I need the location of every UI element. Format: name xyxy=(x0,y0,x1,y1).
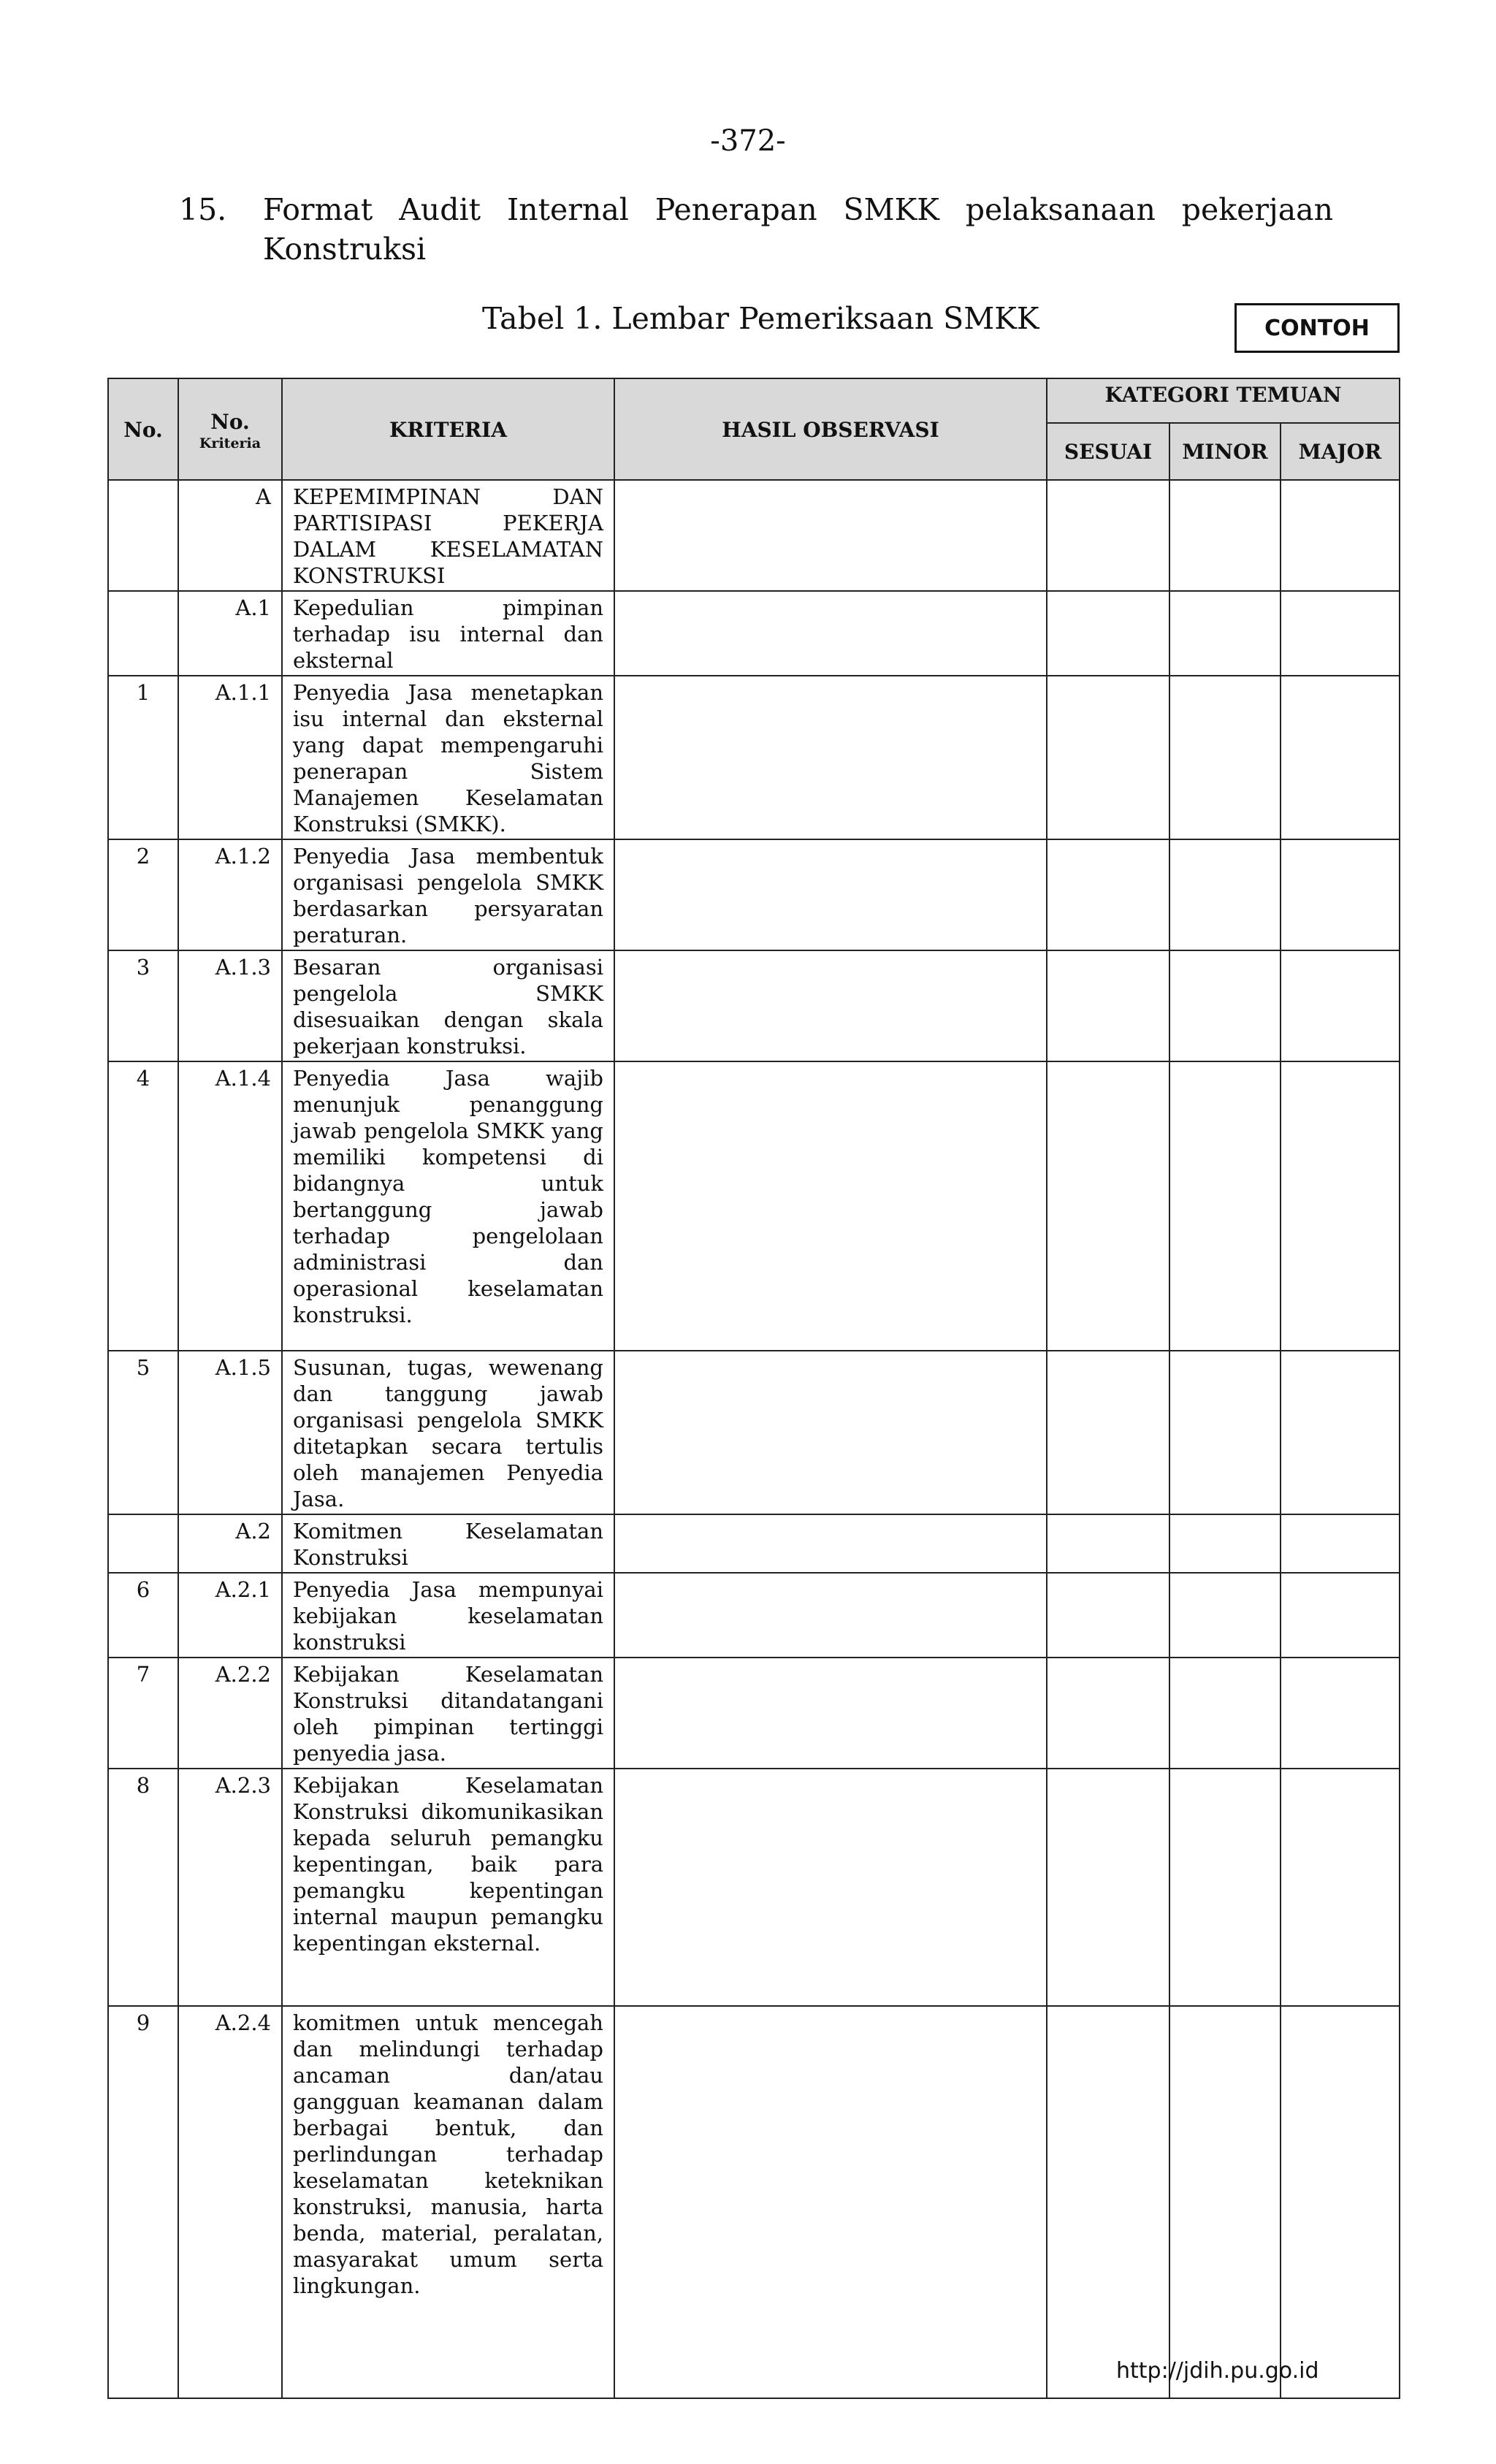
row-hasil-observasi xyxy=(614,1351,1047,1514)
table-row xyxy=(108,676,1400,839)
row-criteria-text: Penyedia Jasa membentuk organisasi pengelola SMKK berdasarkan persyaratan peraturan. xyxy=(282,839,614,950)
row-criteria-code: A.1.2 xyxy=(178,839,282,950)
table-row xyxy=(108,1573,1400,1658)
row-sesuai-cell xyxy=(1047,1573,1169,1658)
row-criteria-text: Kebijakan Keselamatan Konstruksi dikomunikasikan kepada seluruh pemangku kepentingan, baik para pemangku kepentingan internal maupun pemangku kepentingan eksternal. xyxy=(282,1769,614,2006)
audit-table xyxy=(107,378,1400,2399)
row-minor-cell xyxy=(1169,1514,1281,1573)
row-criteria-text: Penyedia Jasa menetapkan isu internal dan eksternal yang dapat mempengaruhi penerapan Sistem Manajemen Keselamatan Konstruksi (SMKK). xyxy=(282,676,614,839)
row-hasil-observasi xyxy=(614,591,1047,676)
row-minor-cell xyxy=(1169,839,1281,950)
section-title xyxy=(263,190,1333,269)
header-no-kriteria xyxy=(178,378,282,480)
row-number: 2 xyxy=(108,839,178,950)
header-no-kriteria-sub: Kriteria xyxy=(199,435,262,451)
row-number xyxy=(108,591,178,676)
row-number: 6 xyxy=(108,1573,178,1658)
footer-url: http://jdih.pu.go.id xyxy=(1116,2358,1319,2384)
row-sesuai-cell xyxy=(1047,839,1169,950)
row-number: 8 xyxy=(108,1769,178,2006)
row-major-cell xyxy=(1281,1769,1400,2006)
contoh-stamp: CONTOH xyxy=(1234,303,1400,353)
row-major-cell xyxy=(1281,591,1400,676)
row-sesuai-cell xyxy=(1047,591,1169,676)
row-criteria-code: A.1.3 xyxy=(178,950,282,1061)
row-major-cell xyxy=(1281,480,1400,591)
row-criteria-text: Besaran organisasi pengelola SMKK disesuaikan dengan skala pekerjaan konstruksi. xyxy=(282,950,614,1061)
row-hasil-observasi xyxy=(614,1658,1047,1769)
row-major-cell xyxy=(1281,1351,1400,1514)
table-row xyxy=(108,839,1400,950)
row-criteria-code: A.1 xyxy=(178,591,282,676)
row-major-cell xyxy=(1281,2006,1400,2398)
row-sesuai-cell xyxy=(1047,480,1169,591)
row-minor-cell xyxy=(1169,480,1281,591)
table-row xyxy=(108,1351,1400,1514)
row-hasil-observasi xyxy=(614,950,1047,1061)
table-row xyxy=(108,1514,1400,1573)
row-minor-cell xyxy=(1169,591,1281,676)
row-sesuai-cell xyxy=(1047,2006,1169,2398)
row-major-cell xyxy=(1281,1514,1400,1573)
table-row xyxy=(108,1769,1400,2006)
row-hasil-observasi xyxy=(614,676,1047,839)
table-row xyxy=(108,1658,1400,1769)
row-number: 1 xyxy=(108,676,178,839)
row-number: 9 xyxy=(108,2006,178,2398)
row-criteria-code: A.2.2 xyxy=(178,1658,282,1769)
row-major-cell xyxy=(1281,1573,1400,1658)
table-row xyxy=(108,480,1400,591)
row-criteria-text: Komitmen Keselamatan Konstruksi xyxy=(282,1514,614,1573)
row-criteria-code: A.2.4 xyxy=(178,2006,282,2398)
row-sesuai-cell xyxy=(1047,950,1169,1061)
row-criteria-text: Kepedulian pimpinan terhadap isu internal dan eksternal xyxy=(282,591,614,676)
row-criteria-code: A.2 xyxy=(178,1514,282,1573)
row-criteria-text: Susunan, tugas, wewenang dan tanggung jawab organisasi pengelola SMKK ditetapkan secara tertulis oleh manajemen Penyedia Jasa. xyxy=(282,1351,614,1514)
row-criteria-code: A.1.5 xyxy=(178,1351,282,1514)
section-title-line-1: Format Audit Internal Penerapan SMKK pelaksanaan pekerjaan xyxy=(263,192,1333,227)
header-minor: MINOR xyxy=(1169,423,1281,480)
row-sesuai-cell xyxy=(1047,676,1169,839)
row-minor-cell xyxy=(1169,2006,1281,2398)
row-minor-cell xyxy=(1169,1351,1281,1514)
row-criteria-text: Penyedia Jasa wajib menunjuk penanggung jawab pengelola SMKK yang memiliki kompetensi di bidangnya untuk bertanggung jawab terhadap pengelolaan administrasi dan operasional keselamatan konstruksi. xyxy=(282,1061,614,1351)
header-no-kriteria-label: No. xyxy=(210,409,250,434)
row-sesuai-cell xyxy=(1047,1658,1169,1769)
header-hasil-observasi: HASIL OBSERVASI xyxy=(614,378,1047,480)
row-number: 7 xyxy=(108,1658,178,1769)
row-major-cell xyxy=(1281,1658,1400,1769)
row-number: 4 xyxy=(108,1061,178,1351)
row-hasil-observasi xyxy=(614,839,1047,950)
table-title: Tabel 1. Lembar Pemeriksaan SMKK xyxy=(482,301,1039,336)
row-sesuai-cell xyxy=(1047,1061,1169,1351)
row-minor-cell xyxy=(1169,950,1281,1061)
table-body xyxy=(108,480,1400,2398)
header-no: No. xyxy=(108,378,178,480)
row-minor-cell xyxy=(1169,676,1281,839)
row-major-cell xyxy=(1281,950,1400,1061)
row-minor-cell xyxy=(1169,1573,1281,1658)
row-major-cell xyxy=(1281,839,1400,950)
header-kategori-temuan: KATEGORI TEMUAN xyxy=(1047,378,1400,423)
row-criteria-text: Penyedia Jasa mempunyai kebijakan keselamatan konstruksi xyxy=(282,1573,614,1658)
page-number: -372- xyxy=(710,124,786,158)
row-hasil-observasi xyxy=(614,480,1047,591)
row-number xyxy=(108,480,178,591)
table-row xyxy=(108,1061,1400,1351)
row-minor-cell xyxy=(1169,1061,1281,1351)
row-hasil-observasi xyxy=(614,2006,1047,2398)
row-criteria-code: A xyxy=(178,480,282,591)
row-minor-cell xyxy=(1169,1658,1281,1769)
row-criteria-text: Kebijakan Keselamatan Konstruksi ditandatangani oleh pimpinan tertinggi penyedia jasa. xyxy=(282,1658,614,1769)
row-number xyxy=(108,1514,178,1573)
row-number: 3 xyxy=(108,950,178,1061)
table-row xyxy=(108,950,1400,1061)
row-criteria-text: KEPEMIMPINAN DAN PARTISIPASI PEKERJA DALAM KESELAMATAN KONSTRUKSI xyxy=(282,480,614,591)
row-sesuai-cell xyxy=(1047,1351,1169,1514)
row-hasil-observasi xyxy=(614,1769,1047,2006)
table-row xyxy=(108,2006,1400,2398)
row-hasil-observasi xyxy=(614,1573,1047,1658)
row-sesuai-cell xyxy=(1047,1514,1169,1573)
row-major-cell xyxy=(1281,1061,1400,1351)
row-minor-cell xyxy=(1169,1769,1281,2006)
row-criteria-code: A.2.1 xyxy=(178,1573,282,1658)
row-criteria-text: komitmen untuk mencegah dan melindungi terhadap ancaman dan/atau gangguan keamanan dalam berbagai bentuk, dan perlindungan terhadap keselamatan keteknikan konstruksi, manusia, harta benda, material, peralatan, masyarakat umum serta lingkungan. xyxy=(282,2006,614,2398)
row-number: 5 xyxy=(108,1351,178,1514)
section-number: 15. xyxy=(179,192,227,227)
header-sesuai: SESUAI xyxy=(1047,423,1169,480)
row-hasil-observasi xyxy=(614,1061,1047,1351)
section-title-line-2: Konstruksi xyxy=(263,232,427,267)
table-row xyxy=(108,591,1400,676)
row-sesuai-cell xyxy=(1047,1769,1169,2006)
row-criteria-code: A.1.4 xyxy=(178,1061,282,1351)
row-hasil-observasi xyxy=(614,1514,1047,1573)
row-criteria-code: A.1.1 xyxy=(178,676,282,839)
row-criteria-code: A.2.3 xyxy=(178,1769,282,2006)
header-major: MAJOR xyxy=(1281,423,1400,480)
row-major-cell xyxy=(1281,676,1400,839)
header-kriteria: KRITERIA xyxy=(282,378,614,480)
